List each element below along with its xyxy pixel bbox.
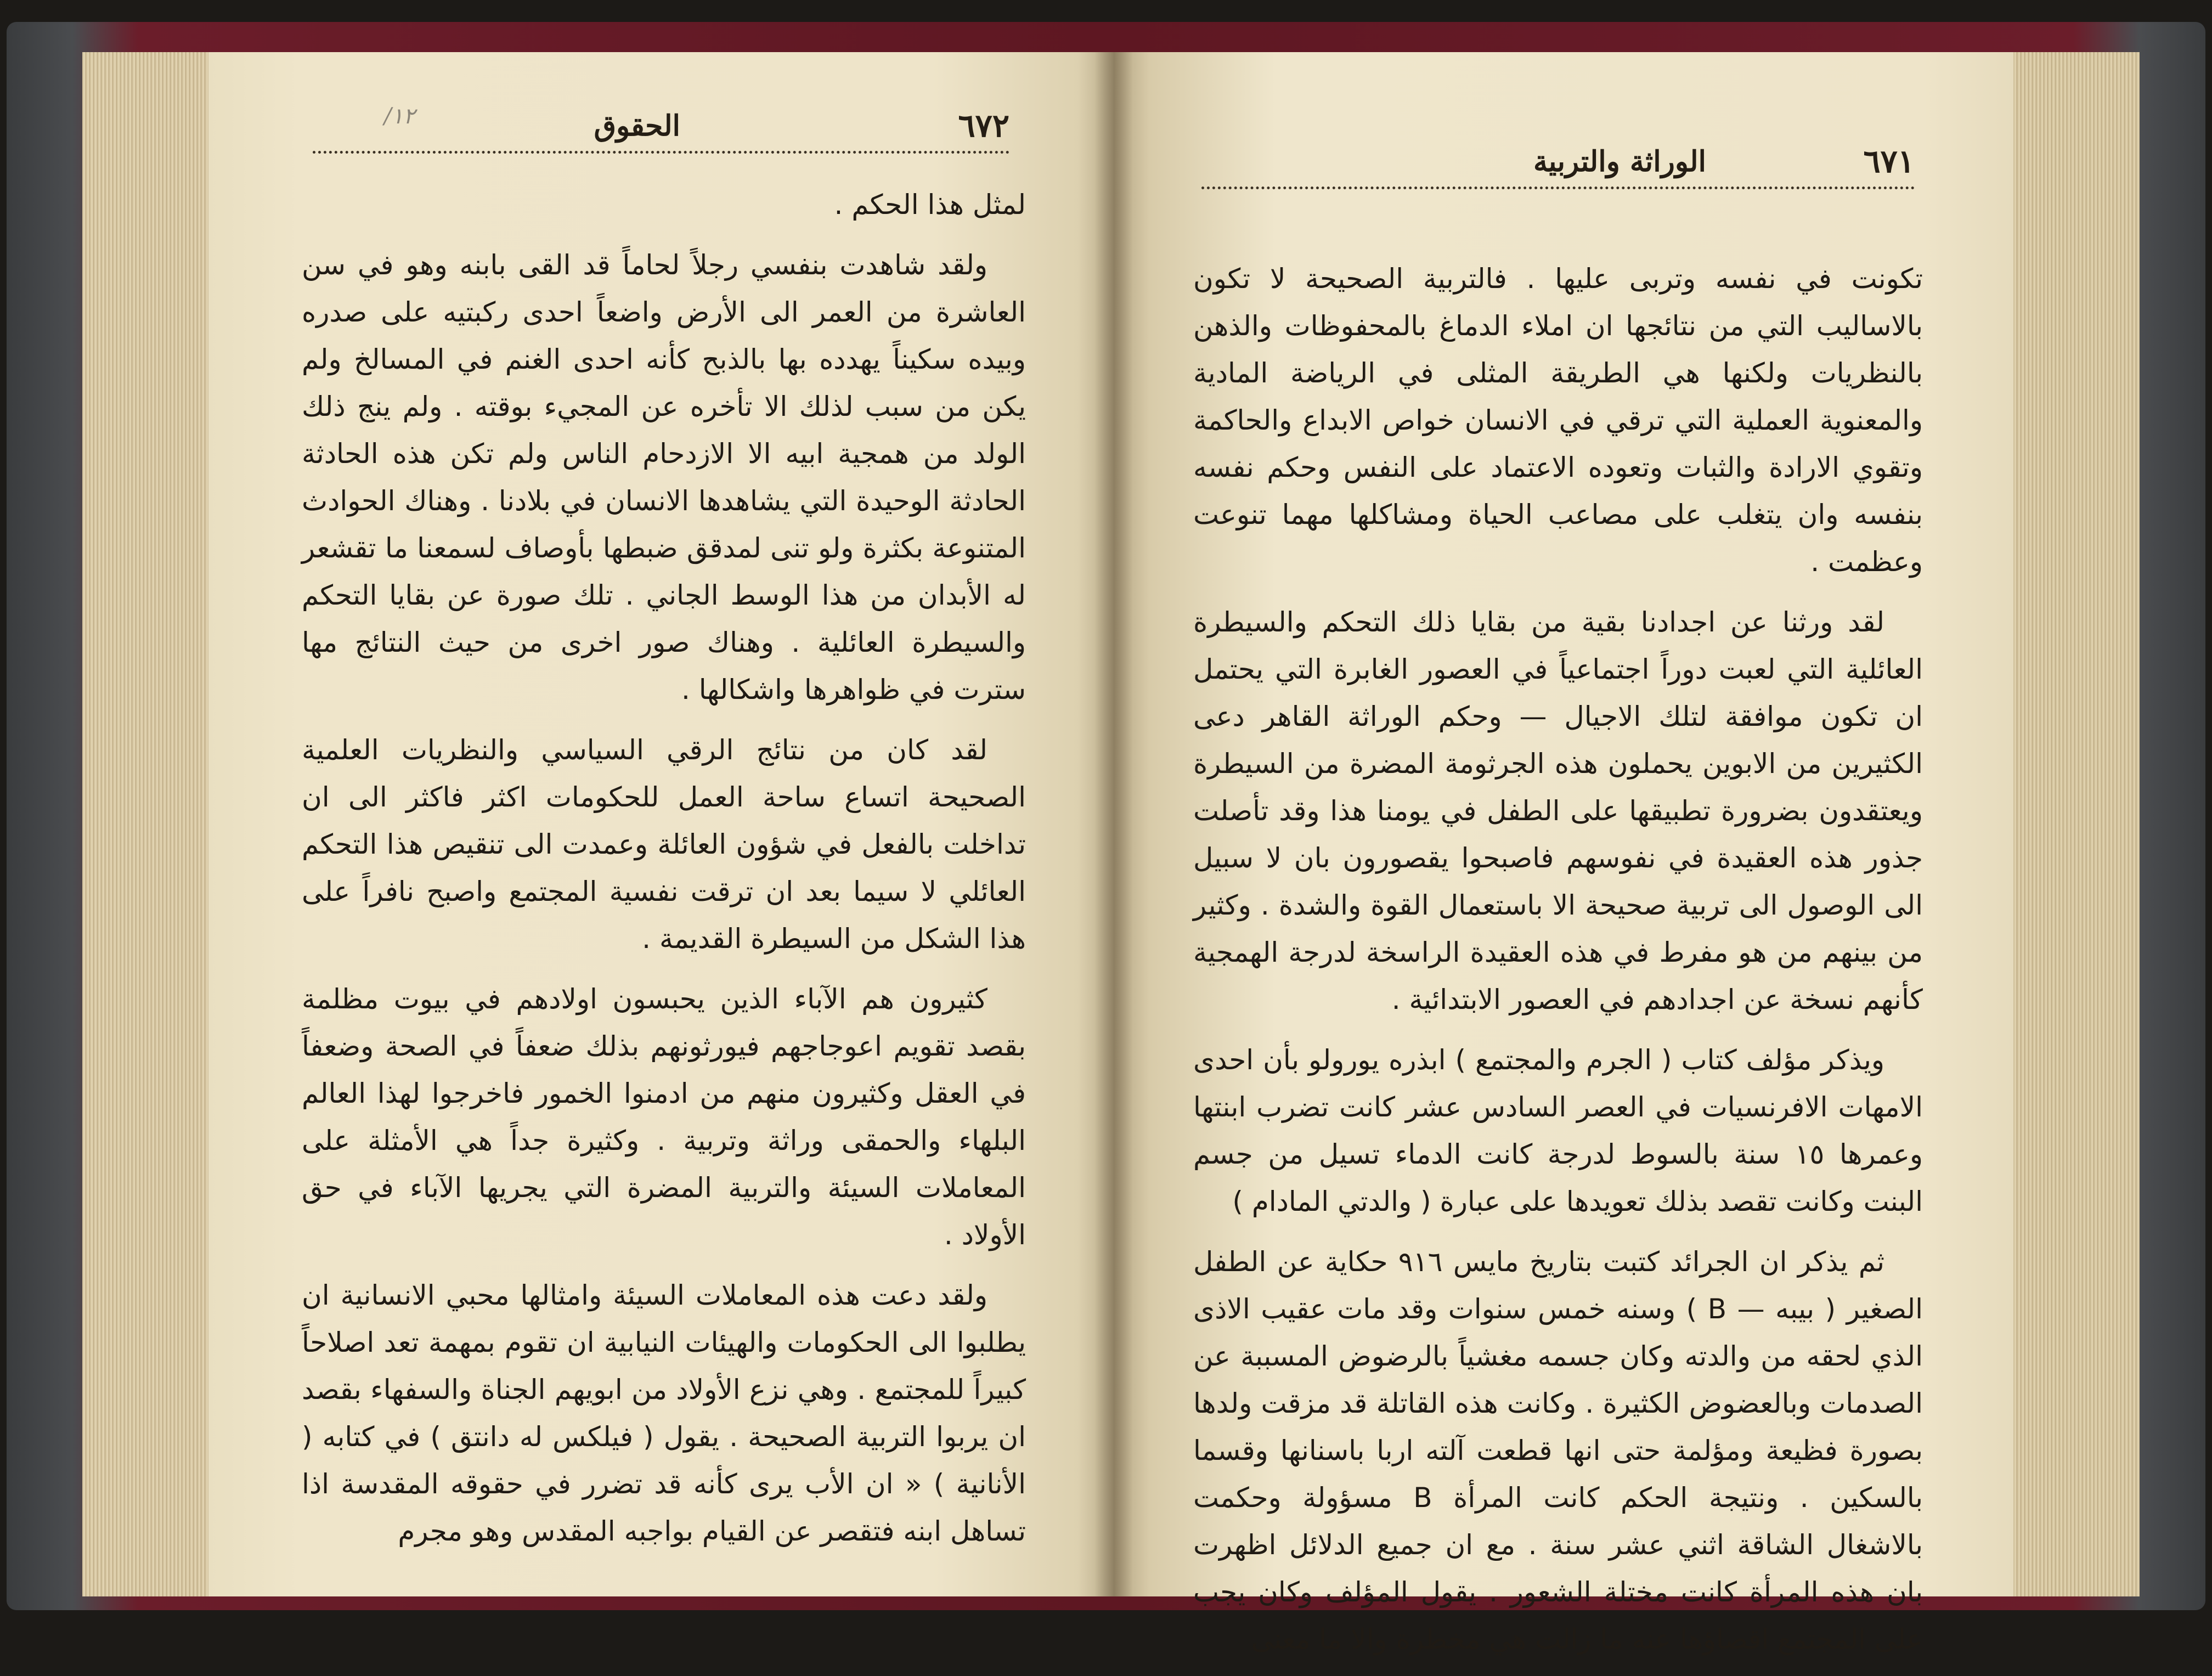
paragraph: تكونت في نفسه وتربى عليها . فالتربية الصحيحة لا تكون بالاساليب التي من نتائجها ان املاء الدماغ بالمحفوظات والذهن بالنظريات ولكنها هي الطريقة المثلى في الرياضة المادية والمعنوية العملية التي ترقي في الانسان خواص الابداع والحاكمة وتقوي الارادة والثبات وتعوده الاعتماد على النفس وحكم نفسه بنفسه وان يتغلب على مصاعب الحياة ومشاكلها مهما تنوعت وعظمت . <box>1193 263 1923 578</box>
paragraph: ويذكر مؤلف كتاب ( الجرم والمجتمع ) ابذره يورولو بأن احدى الامهات الافرنسيات في العصر السادس عشر كانت تضرب ابنتها وعمرها ١٥ سنة بالسوط لدرجة كانت الدماء تسيل من جسم البنت وكانت تقصد بذلك تعويدها على عبارة ( والدتي المادام ) <box>1193 1044 1923 1217</box>
left-page-number: ٦٧٢ <box>958 107 1009 144</box>
right-page <box>1114 52 2013 1655</box>
paragraph: لقد كان من نتائج الرقي السياسي والنظريات العلمية الصحيحة اتساع ساحة العمل للحكومات اكثر فاكثر الى ان تداخلت بالفعل في شؤون العائلة وعمدت الى تنقيص هذا التحكم العائلي لا سيما بعد ان ترقت نفسية المجتمع واصبح نافراً على هذا الشكل من السيطرة القديمة . <box>302 734 1026 955</box>
paragraph: ولقد دعت هذه المعاملات السيئة وامثالها محبي الانسانية ان يطلبوا الى الحكومات والهيئات النيابية ان تقوم بمهمة تعد اصلاحاً كبيراً للمجتمع . وهي نزع الأولاد من ابويهم الجناة والسفهاء بقصد ان يربوا التربية الصحيحة . يقول ( فيلكس له دانتق ) في كتابه ( الأنانية ) « ان الأب يرى كأنه قد تضرر في حقوقه المقدسة اذا تساهل ابنه فتقصر عن القيام بواجبه المقدس وهو مجرم <box>302 1279 1026 1547</box>
right-running-title: الوراثة والتربية <box>1533 145 1706 178</box>
book-gutter <box>1094 52 1133 1596</box>
left-running-title: الحقوق <box>594 109 680 143</box>
paragraph: ولقد شاهدت بنفسي رجلاً لحاماً قد القى بابنه وهو في سن العاشرة من العمر الى الأرض واضعاً احدى ركبتيه على صدره وبيده سكيناً يهدده بها بالذبح كأنه احدى الغنم في المسالخ ولم يكن من سبب لذلك الا تأخره عن المجيء بوقته . ولم ينج ذلك الولد من همجية ابيه الا الازدحام الناس ولم تكن هذه الحادثة الحادثة الوحيدة التي يشاهدها الانسان في بلادنا . وهناك الحوادث المتنوعة بكثرة ولو تنى لمدقق ضبطها بأوصاف لسمعنا ما تقشعر له الأبدان من هذا الوسط الجاني . تلك صورة عن بقايا التحكم والسيطرة العائلية . وهناك صور اخرى من حيث النتائج مها سترت في ظواهرها واشكالها . <box>302 249 1026 706</box>
paragraph: لمثل هذا الحكم . <box>834 189 1026 221</box>
paragraph: ثم يذكر ان الجرائد كتبت بتاريخ مايس ٩١٦ حكاية عن الطفل الصغير ( بيبه — B ) وسنه خمس سنوات وقد مات عقيب الاذى الذي لحقه من والدته وكان جسمه مغشياً بالرضوض المسببة عن الصدمات وبالعضوض الكثيرة . وكانت هذه القاتلة قد مزقت ولدها بصورة فظيعة ومؤلمة حتى انها قطعت آلته اربا باسنانها وقسما بالسكين . ونتيجة الحكم كانت المرأة B مسؤولة وحكمت بالاشغال الشاقة اثني عشر سنة . مع ان جميع الدلائل اظهرت بان هذه المرأة كانت مختلة الشعور . يقول المؤلف وكان يجب على المجتمع اقصاؤها عنه ما زالت هي مخطرة والا ما معنى <box>1193 1246 1923 1655</box>
right-page-header <box>1201 137 1915 189</box>
right-page-body <box>1193 255 1923 1676</box>
left-page-header <box>313 101 1009 154</box>
paragraph: كثيرون هم الآباء الذين يحبسون اولادهم في بيوت مظلمة بقصد تقويم اعوجاجهم فيورثونهم بذلك ضعفاً في الصحة وضعفاً في العقل وكثيرون منهم من ادمنوا الخمور فاخرجوا لهذا العالم البلهاء والحمقى وراثة وتربية . وكثيرة جداً هي الأمثلة على المعاملات السيئة والتربية المضرة التي يجريها الآباء في حق الأولاد . <box>302 983 1026 1251</box>
paragraph: لقد ورثنا عن اجدادنا بقية من بقايا ذلك التحكم والسيطرة العائلية التي لعبت دوراً اجتماعياً في العصور الغابرة التي يحتمل ان تكون موافقة لتلك الاجيال — وحكم الوراثة القاهر دعى الكثيرين من الابوين يحملون هذه الجرثومة المضرة من السيطرة ويعتقدون بضرورة تطبيقها على الطفل في يومنا هذا وقد تأصلت جذور هذه العقيدة في نفوسهم فاصبحوا يقصورون بان لا سبيل الى الوصول الى تربية صحيحة الا باستعمال القوة والشدة . وكثير من بينهم من هو مفرط في هذه العقيدة الراسخة لدرجة الهمجية كأنهم نسخة عن اجدادهم في العصور الابتدائية . <box>1193 606 1923 1015</box>
left-page <box>208 52 1114 1596</box>
right-page-number: ٦٧١ <box>1863 143 1915 180</box>
left-page-body <box>302 181 1026 1568</box>
pencil-annotation: ١٢/ <box>384 104 415 129</box>
